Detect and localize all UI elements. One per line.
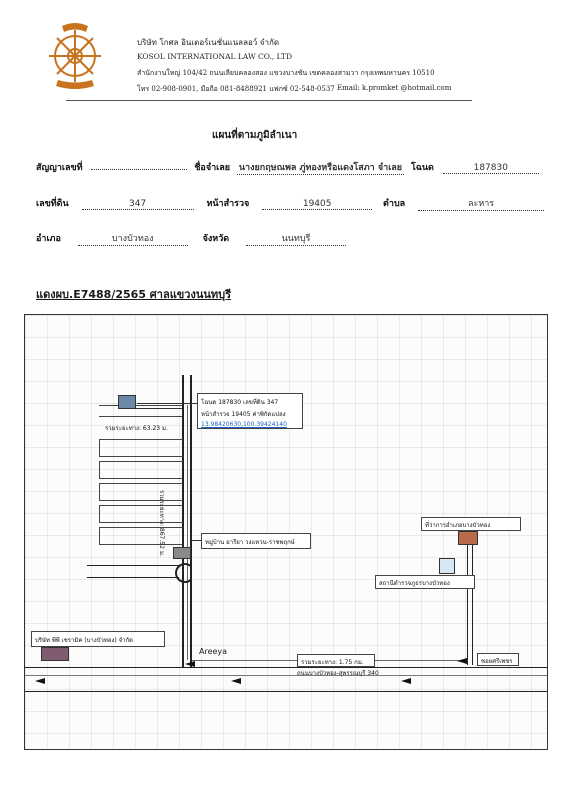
- case-heading: แดงผบ.E7488/2565 ศาลแขวงนนทบุรี: [36, 288, 232, 301]
- plot-distance-line: [124, 408, 182, 409]
- direction-arrow-left-icon: [35, 678, 45, 684]
- junction-label: ซอยศรีเพชร: [481, 658, 513, 665]
- main-road-label: ถนนบางบัวทอง-สุพรรณบุรี 340: [297, 670, 379, 677]
- company-name-en: KOSOL INTERNATIONAL LAW CO., LTD: [137, 52, 293, 61]
- district-road-vertical-edge: [472, 545, 473, 665]
- main-road-bottom-edge: [25, 691, 547, 692]
- form-row-contract: [36, 160, 539, 175]
- direction-arrow-left-icon: [457, 658, 467, 664]
- company-label: บริษัท พีพี เชรามิค (บางบัวทอง) จำกัด: [35, 637, 134, 644]
- location-map: [24, 314, 548, 750]
- deed-value: 187830: [443, 163, 539, 174]
- company-email: Email: k.promket @hotmail.com: [337, 84, 452, 92]
- survey-value: 19405: [262, 199, 372, 210]
- subdistrict-value: ละหาร: [418, 196, 544, 211]
- main-vertical-road-edge: [190, 375, 192, 667]
- form-row-land: [36, 196, 544, 211]
- letterhead-divider: [66, 100, 472, 101]
- police-station-icon: [439, 558, 455, 574]
- district-office-icon: [458, 531, 478, 545]
- plot-info-line1: โฉนด 187830 เลขที่ดิน 347: [201, 399, 279, 406]
- areeya-label: Areeya: [199, 647, 228, 656]
- plot-pointer-line: [137, 403, 197, 404]
- plot-info-box: [197, 393, 303, 429]
- direction-arrow-left-icon: [401, 678, 411, 684]
- province-value: นนทบุรี: [246, 231, 346, 246]
- side-road-left-top: [87, 565, 179, 566]
- main-road-top-edge: [25, 667, 547, 668]
- land-no-value: 347: [82, 199, 194, 210]
- horizontal-distance-label: รวมระยะทาง: 1.75 กม.: [301, 659, 364, 666]
- village-label-box: [201, 533, 311, 549]
- deed-label: โฉนด: [410, 163, 434, 173]
- contract-value: [91, 169, 187, 170]
- plot-distance-label: รวมระยะทาง: 63.23 ม.: [105, 425, 168, 432]
- plot-coords-link[interactable]: 13.98420630,100.39424140: [201, 421, 287, 428]
- side-street-blocks: [99, 439, 182, 551]
- vertical-distance-label: รวมระยะทาง: 867.52 ม.: [158, 490, 165, 557]
- side-road-left-bottom: [87, 577, 179, 578]
- plot-marker-icon: [118, 395, 136, 409]
- upper-side-street: [99, 405, 182, 417]
- police-station-label-box: [375, 575, 475, 589]
- district-value: บางบัวทอง: [78, 231, 188, 246]
- company-address: สำนักงานใหญ่ 104/42 ถนนเลียบคลองสอง แขวงบางชัน เขตคลองสามวา กรุงเทพมหานคร 10510: [137, 69, 435, 77]
- form-row-location: [36, 231, 346, 246]
- survey-label: หน้าสำรวจ: [206, 199, 250, 209]
- route-line-vertical: [187, 405, 188, 660]
- debtor-value: นางยกฤษณพล ภู่ทองหรือแดงโสภา จำเลย: [237, 160, 404, 175]
- company-name-thai: บริษัท โกศล อินเตอร์เนชั่นแนลลอว์ จำกัด: [137, 38, 280, 47]
- district-office-label: ที่ว่าการอำเภอบางบัวทอง: [425, 522, 491, 529]
- company-logo: [42, 20, 108, 94]
- village-pointer-line: [191, 540, 201, 541]
- doc-title: แผนที่ตามภูมิลำเนา: [212, 130, 298, 141]
- subdistrict-label: ตำบล: [383, 199, 406, 209]
- police-station-label: สถานีตำรวจภูธรบางบัวทอง: [379, 580, 450, 587]
- company-icon: [41, 647, 69, 661]
- horizontal-distance-box: [297, 654, 375, 667]
- debtor-label: ชื่อจำเลย: [194, 163, 231, 173]
- land-no-label: เลขที่ดิน: [36, 199, 69, 209]
- plot-info-line2: หน้าสำรวจ 19405 ค่าพิกัดแปลง: [201, 411, 286, 418]
- direction-arrow-left-icon: [231, 678, 241, 684]
- main-road-centre: [25, 675, 547, 676]
- province-label: จังหวัด: [202, 234, 230, 244]
- village-label: หมู่บ้าน อารียา วงแหวน-ราชพฤกษ์: [205, 539, 295, 546]
- direction-arrow-left-icon: [185, 661, 195, 667]
- company-label-box: [31, 631, 165, 647]
- roundabout-icon: [175, 563, 195, 583]
- contract-label: สัญญาเลขที่: [36, 163, 83, 173]
- company-contact: โทร 02-908-0901, มือถือ 081-8488921 แฟกซ์ 02-548-0537: [137, 85, 335, 93]
- junction-label-box: [477, 653, 519, 666]
- district-office-label-box: [421, 517, 521, 531]
- village-icon: [173, 547, 191, 559]
- district-road-vertical: [467, 545, 468, 665]
- district-label: อำเภอ: [36, 234, 61, 244]
